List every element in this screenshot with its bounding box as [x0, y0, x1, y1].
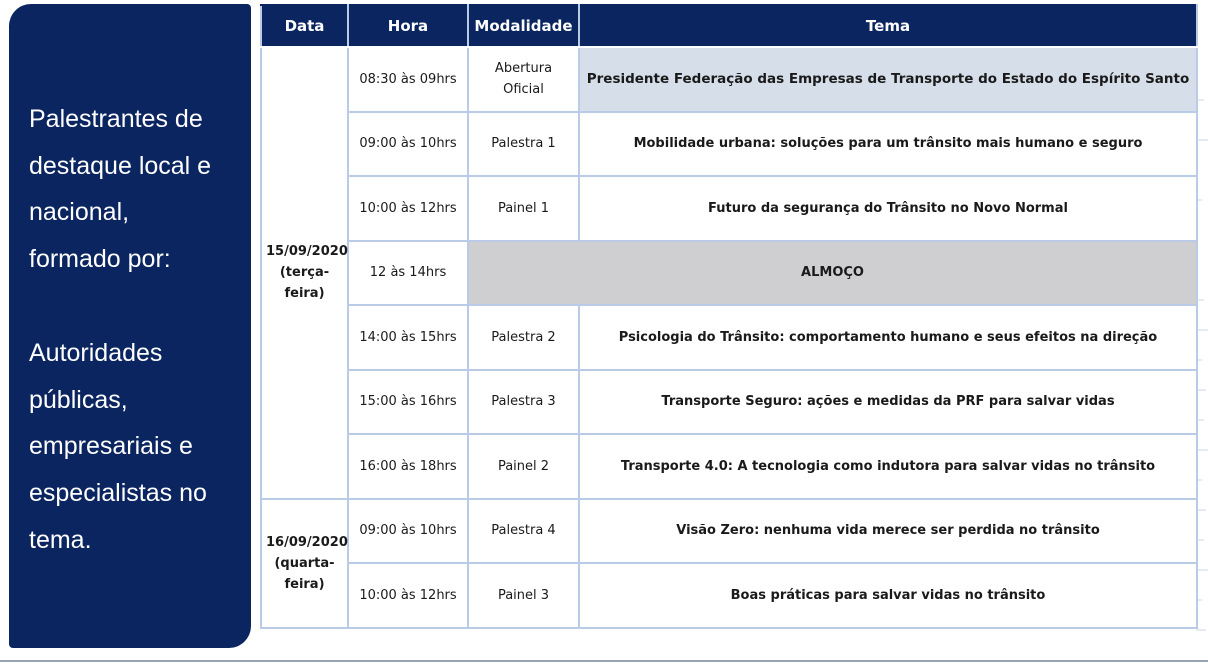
table-row: [261, 47, 1197, 112]
tema-cell: Visão Zero: nenhuma vida merece ser perdida no trânsito: [579, 499, 1197, 564]
table-row: [261, 176, 1197, 241]
table-header-row: [261, 5, 1197, 47]
table-row: [261, 112, 1197, 177]
table-row: [261, 499, 1197, 564]
hora-cell: 12 às 14hrs: [348, 241, 468, 306]
header-modalidade: Modalidade: [468, 5, 579, 47]
modalidade-cell: Palestra 2: [468, 305, 579, 370]
modalidade-cell: Palestra 3: [468, 370, 579, 435]
hora-cell: 15:00 às 16hrs: [348, 370, 468, 435]
tema-cell: Psicologia do Trânsito: comportamento humano e seus efeitos na direção: [579, 305, 1197, 370]
hora-cell: 09:00 às 10hrs: [348, 112, 468, 177]
hora-cell: 08:30 às 09hrs: [348, 47, 468, 112]
lunch-cell: ALMOÇO: [468, 241, 1197, 306]
table-row: [261, 305, 1197, 370]
tema-cell: Transporte Seguro: ações e medidas da PRF para salvar vidas: [579, 370, 1197, 435]
date-cell: 15/09/2020 (terça-feira): [261, 47, 348, 499]
speakers-panel: [9, 4, 251, 648]
modalidade-cell: Painel 3: [468, 563, 579, 628]
tema-cell: Boas práticas para salvar vidas no trânsito: [579, 563, 1197, 628]
tema-cell: Mobilidade urbana: soluções para um trânsito mais humano e seguro: [579, 112, 1197, 177]
hora-cell: 16:00 às 18hrs: [348, 434, 468, 499]
hora-cell: 10:00 às 12hrs: [348, 563, 468, 628]
modalidade-cell: Abertura Oficial: [468, 47, 579, 112]
bottom-divider: [0, 660, 1208, 662]
hora-cell: 09:00 às 10hrs: [348, 499, 468, 564]
modalidade-cell: Painel 2: [468, 434, 579, 499]
modalidade-cell: Palestra 1: [468, 112, 579, 177]
modalidade-cell: Painel 1: [468, 176, 579, 241]
tema-cell: Futuro da segurança do Trânsito no Novo Normal: [579, 176, 1197, 241]
header-hora: Hora: [348, 5, 468, 47]
schedule-table: [260, 4, 1198, 629]
modalidade-cell: Palestra 4: [468, 499, 579, 564]
date-cell: 16/09/2020 (quarta- feira): [261, 499, 348, 628]
tema-cell: Transporte 4.0: A tecnologia como indutora para salvar vidas no trânsito: [579, 434, 1197, 499]
table-row: [261, 434, 1197, 499]
hora-cell: 10:00 às 12hrs: [348, 176, 468, 241]
header-data: Data: [261, 5, 348, 47]
table-row: [261, 370, 1197, 435]
header-tema: Tema: [579, 5, 1197, 47]
tema-cell: Presidente Federação das Empresas de Transporte do Estado do Espírito Santo: [579, 47, 1197, 112]
speakers-intro-text: Palestrantes de destaque local e nacional, formado por:: [29, 105, 212, 274]
speakers-list-text: Autoridades públicas, empresariais e especialistas no tema.: [29, 338, 207, 554]
table-row: [261, 241, 1197, 306]
hora-cell: 14:00 às 15hrs: [348, 305, 468, 370]
table-row: [261, 563, 1197, 628]
